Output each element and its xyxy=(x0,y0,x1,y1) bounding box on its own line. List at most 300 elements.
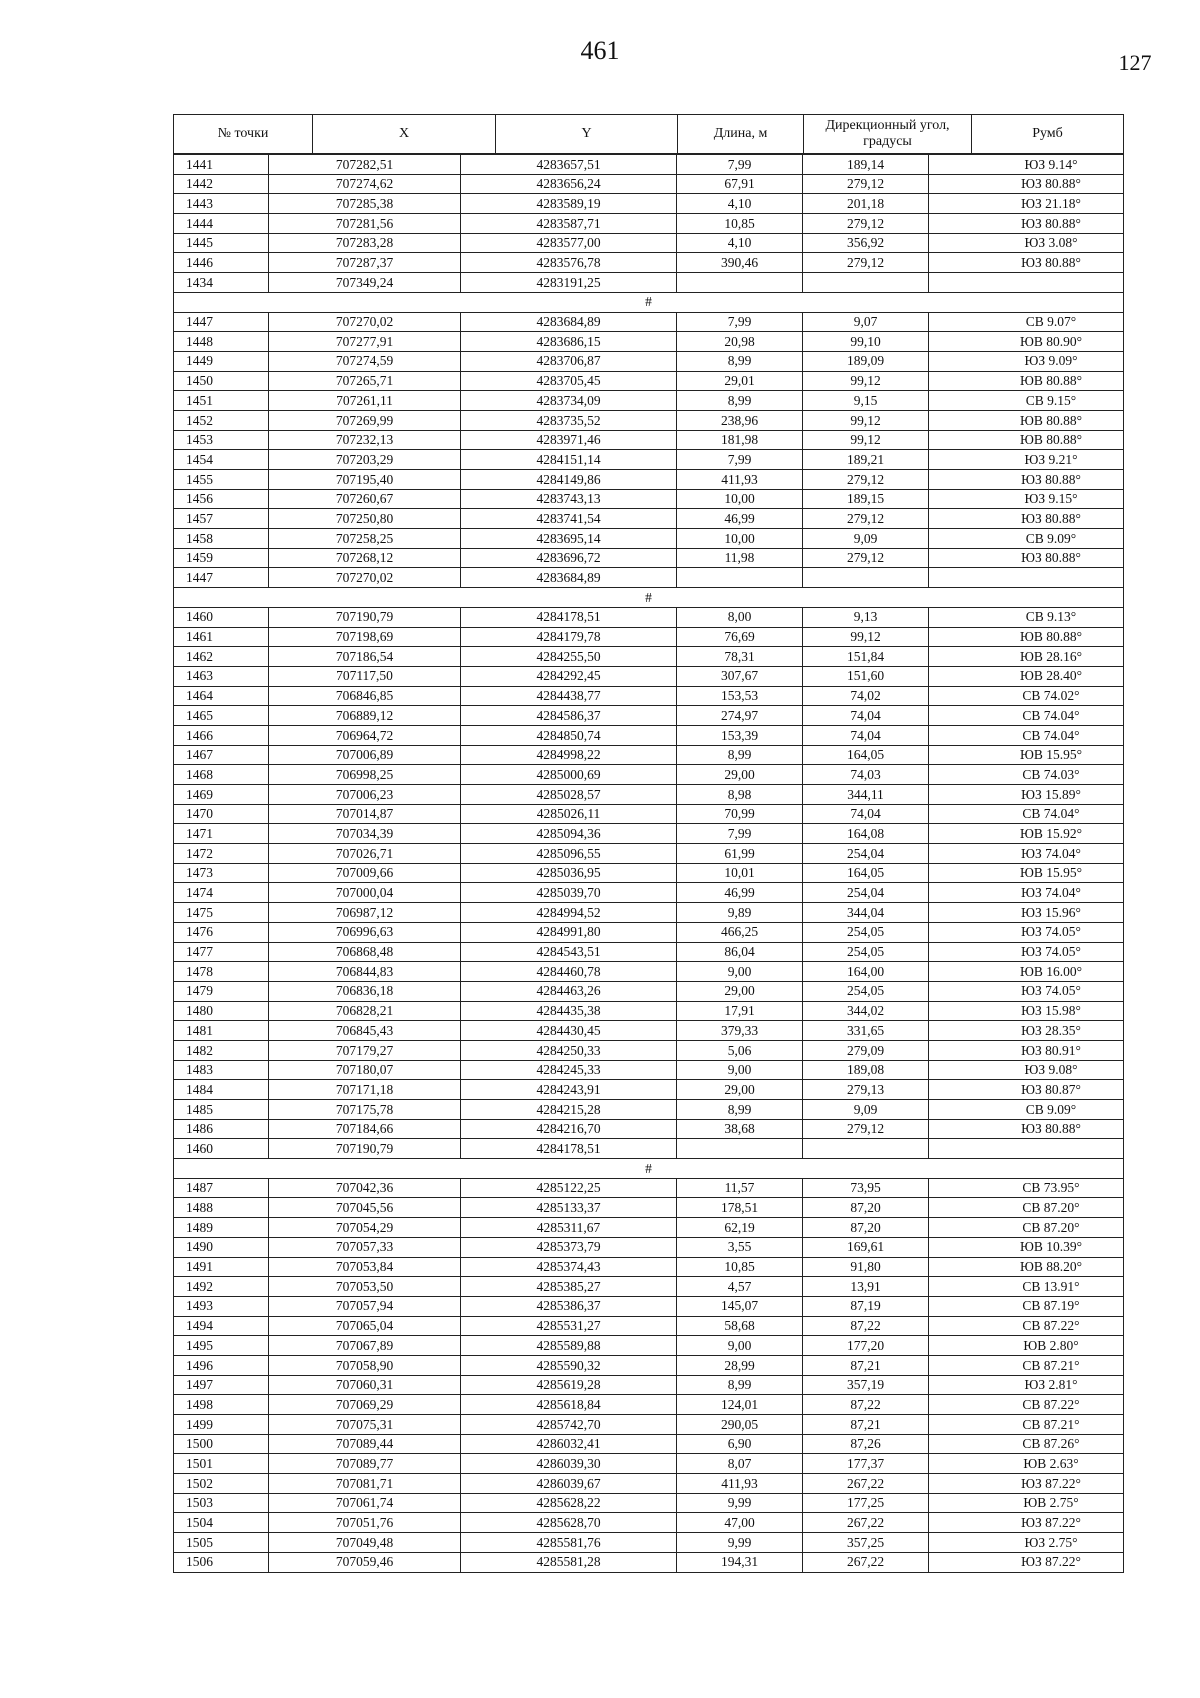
cell-x: 707274,62 xyxy=(269,174,461,194)
cell-length: 124,01 xyxy=(677,1395,803,1415)
cell-length: 3,55 xyxy=(677,1237,803,1257)
cell-direction-angle: 357,19 xyxy=(803,1375,929,1395)
table-row xyxy=(174,1277,1124,1297)
cell-length: 7,99 xyxy=(677,312,803,332)
cell-y: 4285628,70 xyxy=(461,1513,677,1533)
cell-point-number: 1447 xyxy=(174,312,269,332)
cell-y: 4283705,45 xyxy=(461,371,677,391)
cell-x: 707089,44 xyxy=(269,1434,461,1454)
cell-x: 707045,56 xyxy=(269,1198,461,1218)
cell-length: 153,53 xyxy=(677,686,803,706)
cell-rumb: ЮЗ 74.05° xyxy=(929,942,1124,962)
cell-length: 10,00 xyxy=(677,489,803,509)
cell-x: 707282,51 xyxy=(269,155,461,175)
cell-rumb: СВ 87.20° xyxy=(929,1218,1124,1238)
cell-point-number: 1460 xyxy=(174,607,269,627)
table-row xyxy=(174,1296,1124,1316)
cell-point-number: 1477 xyxy=(174,942,269,962)
cell-x: 707009,66 xyxy=(269,863,461,883)
cell-x: 707190,79 xyxy=(269,607,461,627)
cell-direction-angle: 189,15 xyxy=(803,489,929,509)
cell-length: 178,51 xyxy=(677,1198,803,1218)
cell-direction-angle: 74,04 xyxy=(803,706,929,726)
table-row xyxy=(174,312,1124,332)
cell-direction-angle xyxy=(803,273,929,293)
table-row xyxy=(174,174,1124,194)
cell-x: 707171,18 xyxy=(269,1080,461,1100)
table-row xyxy=(174,1493,1124,1513)
cell-point-number: 1490 xyxy=(174,1237,269,1257)
table-row xyxy=(174,214,1124,234)
cell-point-number: 1446 xyxy=(174,253,269,273)
cell-y: 4285619,28 xyxy=(461,1375,677,1395)
cell-direction-angle: 279,12 xyxy=(803,470,929,490)
cell-rumb: СВ 9.09° xyxy=(929,529,1124,549)
cell-x: 707274,59 xyxy=(269,351,461,371)
table-row xyxy=(174,981,1124,1001)
cell-y: 4285385,27 xyxy=(461,1277,677,1297)
cell-x: 707190,79 xyxy=(269,1139,461,1159)
cell-x: 706998,25 xyxy=(269,765,461,785)
cell-x: 707265,71 xyxy=(269,371,461,391)
cell-length: 307,67 xyxy=(677,666,803,686)
cell-rumb: СВ 87.22° xyxy=(929,1395,1124,1415)
table-header xyxy=(173,114,1124,154)
cell-direction-angle: 99,12 xyxy=(803,430,929,450)
cell-length: 411,93 xyxy=(677,1474,803,1494)
cell-point-number: 1472 xyxy=(174,844,269,864)
cell-length: 58,68 xyxy=(677,1316,803,1336)
cell-rumb: СВ 74.04° xyxy=(929,725,1124,745)
cell-point-number: 1485 xyxy=(174,1100,269,1120)
cell-direction-angle: 87,22 xyxy=(803,1395,929,1415)
table-row xyxy=(174,1060,1124,1080)
cell-point-number: 1496 xyxy=(174,1355,269,1375)
cell-point-number: 1481 xyxy=(174,1021,269,1041)
cell-length: 29,00 xyxy=(677,1080,803,1100)
cell-x: 707285,38 xyxy=(269,194,461,214)
table-row xyxy=(174,1375,1124,1395)
cell-point-number: 1457 xyxy=(174,509,269,529)
cell-direction-angle: 99,12 xyxy=(803,627,929,647)
cell-y: 4284149,86 xyxy=(461,470,677,490)
cell-point-number: 1499 xyxy=(174,1415,269,1435)
cell-x: 707260,67 xyxy=(269,489,461,509)
cell-y: 4283971,46 xyxy=(461,430,677,450)
cell-x: 707042,36 xyxy=(269,1178,461,1198)
cell-direction-angle xyxy=(803,568,929,588)
cell-x: 707175,78 xyxy=(269,1100,461,1120)
cell-y: 4285590,32 xyxy=(461,1355,677,1375)
cell-rumb: ЮВ 80.88° xyxy=(929,410,1124,430)
cell-point-number: 1471 xyxy=(174,824,269,844)
cell-point-number: 1458 xyxy=(174,529,269,549)
table-row xyxy=(174,666,1124,686)
cell-rumb: ЮЗ 21.18° xyxy=(929,194,1124,214)
cell-rumb: ЮЗ 74.05° xyxy=(929,981,1124,1001)
cell-point-number: 1478 xyxy=(174,962,269,982)
cell-x: 706846,85 xyxy=(269,686,461,706)
table-row xyxy=(174,627,1124,647)
cell-x: 707195,40 xyxy=(269,470,461,490)
cell-point-number: 1503 xyxy=(174,1493,269,1513)
table-row xyxy=(174,824,1124,844)
cell-direction-angle: 254,04 xyxy=(803,844,929,864)
cell-x: 707057,94 xyxy=(269,1296,461,1316)
cell-y: 4285096,55 xyxy=(461,844,677,864)
cell-x: 707069,29 xyxy=(269,1395,461,1415)
table-row xyxy=(174,509,1124,529)
cell-x: 707058,90 xyxy=(269,1355,461,1375)
cell-y: 4283741,54 xyxy=(461,509,677,529)
cell-point-number: 1494 xyxy=(174,1316,269,1336)
cell-y: 4283684,89 xyxy=(461,568,677,588)
cell-point-number: 1475 xyxy=(174,903,269,923)
cell-x: 707250,80 xyxy=(269,509,461,529)
table-row xyxy=(174,548,1124,568)
cell-y: 4284430,45 xyxy=(461,1021,677,1041)
table-row xyxy=(174,1552,1124,1572)
cell-length: 46,99 xyxy=(677,509,803,529)
cell-direction-angle: 279,12 xyxy=(803,214,929,234)
cell-x: 707026,71 xyxy=(269,844,461,864)
cell-x: 707000,04 xyxy=(269,883,461,903)
cell-y: 4285374,43 xyxy=(461,1257,677,1277)
cell-length: 8,99 xyxy=(677,391,803,411)
cell-direction-angle: 91,80 xyxy=(803,1257,929,1277)
cell-length: 8,98 xyxy=(677,785,803,805)
cell-point-number: 1453 xyxy=(174,430,269,450)
cell-length: 274,97 xyxy=(677,706,803,726)
table-row xyxy=(174,1119,1124,1139)
cell-point-number: 1495 xyxy=(174,1336,269,1356)
cell-length: 411,93 xyxy=(677,470,803,490)
cell-direction-angle: 169,61 xyxy=(803,1237,929,1257)
cell-x: 707006,89 xyxy=(269,745,461,765)
cell-direction-angle: 279,12 xyxy=(803,548,929,568)
table-row xyxy=(174,391,1124,411)
table-row xyxy=(174,351,1124,371)
table-row xyxy=(174,1415,1124,1435)
cell-y: 4283191,25 xyxy=(461,273,677,293)
cell-direction-angle: 344,11 xyxy=(803,785,929,805)
cell-direction-angle: 254,05 xyxy=(803,922,929,942)
cell-rumb: ЮЗ 80.88° xyxy=(929,509,1124,529)
cell-x: 707270,02 xyxy=(269,568,461,588)
table-row xyxy=(174,844,1124,864)
table-row xyxy=(174,253,1124,273)
table-row xyxy=(174,332,1124,352)
table-row xyxy=(174,1218,1124,1238)
table-row xyxy=(174,1021,1124,1041)
cell-direction-angle: 9,09 xyxy=(803,1100,929,1120)
cell-x: 707184,66 xyxy=(269,1119,461,1139)
cell-length: 8,99 xyxy=(677,351,803,371)
cell-point-number: 1476 xyxy=(174,922,269,942)
table-row xyxy=(174,1139,1124,1159)
cell-y: 4284179,78 xyxy=(461,627,677,647)
cell-x: 707269,99 xyxy=(269,410,461,430)
cell-y: 4283684,89 xyxy=(461,312,677,332)
cell-y: 4285036,95 xyxy=(461,863,677,883)
cell-point-number: 1502 xyxy=(174,1474,269,1494)
cell-length: 47,00 xyxy=(677,1513,803,1533)
cell-x: 707277,91 xyxy=(269,332,461,352)
table-row xyxy=(174,273,1124,293)
header-rumb: Румб xyxy=(972,115,1124,154)
cell-x: 707081,71 xyxy=(269,1474,461,1494)
cell-rumb: ЮЗ 74.05° xyxy=(929,922,1124,942)
cell-length xyxy=(677,273,803,293)
cell-direction-angle: 9,15 xyxy=(803,391,929,411)
cell-direction-angle: 87,26 xyxy=(803,1434,929,1454)
cell-direction-angle: 177,37 xyxy=(803,1454,929,1474)
table-row xyxy=(174,1257,1124,1277)
cell-rumb: ЮВ 15.95° xyxy=(929,863,1124,883)
cell-rumb: ЮВ 80.90° xyxy=(929,332,1124,352)
cell-direction-angle: 9,09 xyxy=(803,529,929,549)
cell-x: 706844,83 xyxy=(269,962,461,982)
table-row xyxy=(174,1040,1124,1060)
header-x: X xyxy=(313,115,496,154)
table-row xyxy=(174,804,1124,824)
cell-direction-angle: 357,25 xyxy=(803,1533,929,1553)
table-row xyxy=(174,470,1124,490)
cell-length: 8,99 xyxy=(677,1375,803,1395)
cell-x: 707006,23 xyxy=(269,785,461,805)
cell-point-number: 1462 xyxy=(174,647,269,667)
cell-y: 4285026,11 xyxy=(461,804,677,824)
cell-direction-angle: 189,14 xyxy=(803,155,929,175)
cell-point-number: 1505 xyxy=(174,1533,269,1553)
cell-length: 181,98 xyxy=(677,430,803,450)
cell-direction-angle: 177,20 xyxy=(803,1336,929,1356)
cell-y: 4285742,70 xyxy=(461,1415,677,1435)
cell-y: 4283576,78 xyxy=(461,253,677,273)
cell-direction-angle: 87,19 xyxy=(803,1296,929,1316)
cell-y: 4285581,28 xyxy=(461,1552,677,1572)
cell-direction-angle: 189,08 xyxy=(803,1060,929,1080)
cell-direction-angle: 279,12 xyxy=(803,253,929,273)
cell-x: 706845,43 xyxy=(269,1021,461,1041)
cell-direction-angle: 279,12 xyxy=(803,509,929,529)
cell-y: 4285618,84 xyxy=(461,1395,677,1415)
table-row xyxy=(174,410,1124,430)
cell-direction-angle: 356,92 xyxy=(803,233,929,253)
table-row xyxy=(174,706,1124,726)
cell-y: 4285039,70 xyxy=(461,883,677,903)
cell-direction-angle: 164,05 xyxy=(803,863,929,883)
cell-point-number: 1482 xyxy=(174,1040,269,1060)
cell-x: 707049,48 xyxy=(269,1533,461,1553)
cell-length: 7,99 xyxy=(677,155,803,175)
cell-direction-angle: 331,65 xyxy=(803,1021,929,1041)
cell-rumb: СВ 9.13° xyxy=(929,607,1124,627)
cell-rumb: ЮЗ 80.88° xyxy=(929,548,1124,568)
cell-y: 4284998,22 xyxy=(461,745,677,765)
cell-rumb: ЮВ 15.95° xyxy=(929,745,1124,765)
cell-length: 62,19 xyxy=(677,1218,803,1238)
cell-point-number: 1492 xyxy=(174,1277,269,1297)
cell-rumb: ЮЗ 80.88° xyxy=(929,253,1124,273)
cell-point-number: 1441 xyxy=(174,155,269,175)
table-row xyxy=(174,725,1124,745)
cell-x: 707232,13 xyxy=(269,430,461,450)
cell-direction-angle: 279,12 xyxy=(803,174,929,194)
table-row xyxy=(174,1080,1124,1100)
table-row xyxy=(174,233,1124,253)
cell-x: 707060,31 xyxy=(269,1375,461,1395)
cell-length: 5,06 xyxy=(677,1040,803,1060)
cell-y: 4285122,25 xyxy=(461,1178,677,1198)
cell-rumb: ЮЗ 9.15° xyxy=(929,489,1124,509)
cell-x: 707186,54 xyxy=(269,647,461,667)
cell-point-number: 1497 xyxy=(174,1375,269,1395)
table-row xyxy=(174,371,1124,391)
cell-x: 707053,84 xyxy=(269,1257,461,1277)
cell-point-number: 1469 xyxy=(174,785,269,805)
cell-y: 4285589,88 xyxy=(461,1336,677,1356)
cell-direction-angle: 74,04 xyxy=(803,725,929,745)
cell-length: 38,68 xyxy=(677,1119,803,1139)
cell-point-number: 1460 xyxy=(174,1139,269,1159)
cell-y: 4285581,76 xyxy=(461,1533,677,1553)
cell-rumb: ЮВ 28.40° xyxy=(929,666,1124,686)
cell-rumb: СВ 74.03° xyxy=(929,765,1124,785)
cell-y: 4283735,52 xyxy=(461,410,677,430)
cell-rumb xyxy=(929,568,1124,588)
table-row xyxy=(174,1513,1124,1533)
table-row xyxy=(174,922,1124,942)
cell-y: 4284250,33 xyxy=(461,1040,677,1060)
cell-direction-angle: 74,04 xyxy=(803,804,929,824)
cell-rumb: ЮЗ 87.22° xyxy=(929,1552,1124,1572)
cell-rumb: СВ 87.21° xyxy=(929,1355,1124,1375)
cell-y: 4284460,78 xyxy=(461,962,677,982)
cell-point-number: 1470 xyxy=(174,804,269,824)
cell-y: 4285531,27 xyxy=(461,1316,677,1336)
cell-y: 4283706,87 xyxy=(461,351,677,371)
cell-y: 4286039,30 xyxy=(461,1454,677,1474)
cell-direction-angle: 279,13 xyxy=(803,1080,929,1100)
table-row xyxy=(174,1474,1124,1494)
cell-y: 4283657,51 xyxy=(461,155,677,175)
cell-point-number: 1463 xyxy=(174,666,269,686)
cell-y: 4284243,91 xyxy=(461,1080,677,1100)
cell-x: 707179,27 xyxy=(269,1040,461,1060)
cell-length: 8,07 xyxy=(677,1454,803,1474)
cell-length: 6,90 xyxy=(677,1434,803,1454)
cell-point-number: 1487 xyxy=(174,1178,269,1198)
cell-direction-angle: 87,20 xyxy=(803,1198,929,1218)
cell-direction-angle: 151,84 xyxy=(803,647,929,667)
cell-direction-angle: 201,18 xyxy=(803,194,929,214)
cell-point-number: 1486 xyxy=(174,1119,269,1139)
table-row xyxy=(174,529,1124,549)
cell-rumb: ЮЗ 15.98° xyxy=(929,1001,1124,1021)
cell-y: 4283695,14 xyxy=(461,529,677,549)
cell-x: 707059,46 xyxy=(269,1552,461,1572)
cell-direction-angle: 344,04 xyxy=(803,903,929,923)
cell-x: 707051,76 xyxy=(269,1513,461,1533)
table-row xyxy=(174,568,1124,588)
cell-y: 4283589,19 xyxy=(461,194,677,214)
cell-direction-angle: 87,22 xyxy=(803,1316,929,1336)
cell-x: 707283,28 xyxy=(269,233,461,253)
cell-direction-angle: 9,07 xyxy=(803,312,929,332)
cell-direction-angle: 151,60 xyxy=(803,666,929,686)
cell-y: 4285311,67 xyxy=(461,1218,677,1238)
cell-rumb: ЮЗ 74.04° xyxy=(929,883,1124,903)
cell-point-number: 1442 xyxy=(174,174,269,194)
cell-y: 4284255,50 xyxy=(461,647,677,667)
cell-y: 4284586,37 xyxy=(461,706,677,726)
cell-length: 9,00 xyxy=(677,1336,803,1356)
cell-direction-angle: 73,95 xyxy=(803,1178,929,1198)
cell-y: 4284178,51 xyxy=(461,1139,677,1159)
cell-rumb: ЮЗ 80.87° xyxy=(929,1080,1124,1100)
cell-rumb: ЮЗ 80.88° xyxy=(929,174,1124,194)
cell-point-number: 1444 xyxy=(174,214,269,234)
cell-length: 153,39 xyxy=(677,725,803,745)
table-row xyxy=(174,942,1124,962)
cell-direction-angle xyxy=(803,1139,929,1159)
cell-direction-angle: 164,08 xyxy=(803,824,929,844)
cell-x: 706987,12 xyxy=(269,903,461,923)
header-y: Y xyxy=(496,115,678,154)
cell-length: 10,01 xyxy=(677,863,803,883)
cell-y: 4285628,22 xyxy=(461,1493,677,1513)
cell-y: 4284543,51 xyxy=(461,942,677,962)
cell-rumb: ЮВ 80.88° xyxy=(929,430,1124,450)
table-row xyxy=(174,962,1124,982)
cell-point-number: 1489 xyxy=(174,1218,269,1238)
cell-x: 706996,63 xyxy=(269,922,461,942)
cell-point-number: 1466 xyxy=(174,725,269,745)
cell-length: 10,85 xyxy=(677,214,803,234)
cell-rumb: СВ 74.04° xyxy=(929,706,1124,726)
cell-x: 706836,18 xyxy=(269,981,461,1001)
cell-y: 4283743,13 xyxy=(461,489,677,509)
cell-rumb: ЮЗ 28.35° xyxy=(929,1021,1124,1041)
table-row xyxy=(174,1198,1124,1218)
separator-row xyxy=(174,588,1124,608)
cell-direction-angle: 9,13 xyxy=(803,607,929,627)
cell-y: 4285000,69 xyxy=(461,765,677,785)
cell-point-number: 1452 xyxy=(174,410,269,430)
cell-length: 238,96 xyxy=(677,410,803,430)
table-row xyxy=(174,883,1124,903)
cell-length: 7,99 xyxy=(677,824,803,844)
cell-point-number: 1474 xyxy=(174,883,269,903)
cell-rumb: СВ 9.15° xyxy=(929,391,1124,411)
cell-direction-angle: 87,21 xyxy=(803,1415,929,1435)
cell-direction-angle: 164,05 xyxy=(803,745,929,765)
cell-length: 8,99 xyxy=(677,1100,803,1120)
cell-point-number: 1506 xyxy=(174,1552,269,1572)
cell-x: 707053,50 xyxy=(269,1277,461,1297)
cell-rumb: ЮЗ 9.08° xyxy=(929,1060,1124,1080)
cell-direction-angle: 267,22 xyxy=(803,1552,929,1572)
cell-length: 194,31 xyxy=(677,1552,803,1572)
cell-point-number: 1448 xyxy=(174,332,269,352)
cell-length: 9,00 xyxy=(677,962,803,982)
cell-y: 4285133,37 xyxy=(461,1198,677,1218)
cell-length: 4,57 xyxy=(677,1277,803,1297)
cell-length: 390,46 xyxy=(677,253,803,273)
cell-x: 707349,24 xyxy=(269,273,461,293)
cell-rumb: ЮЗ 87.22° xyxy=(929,1474,1124,1494)
